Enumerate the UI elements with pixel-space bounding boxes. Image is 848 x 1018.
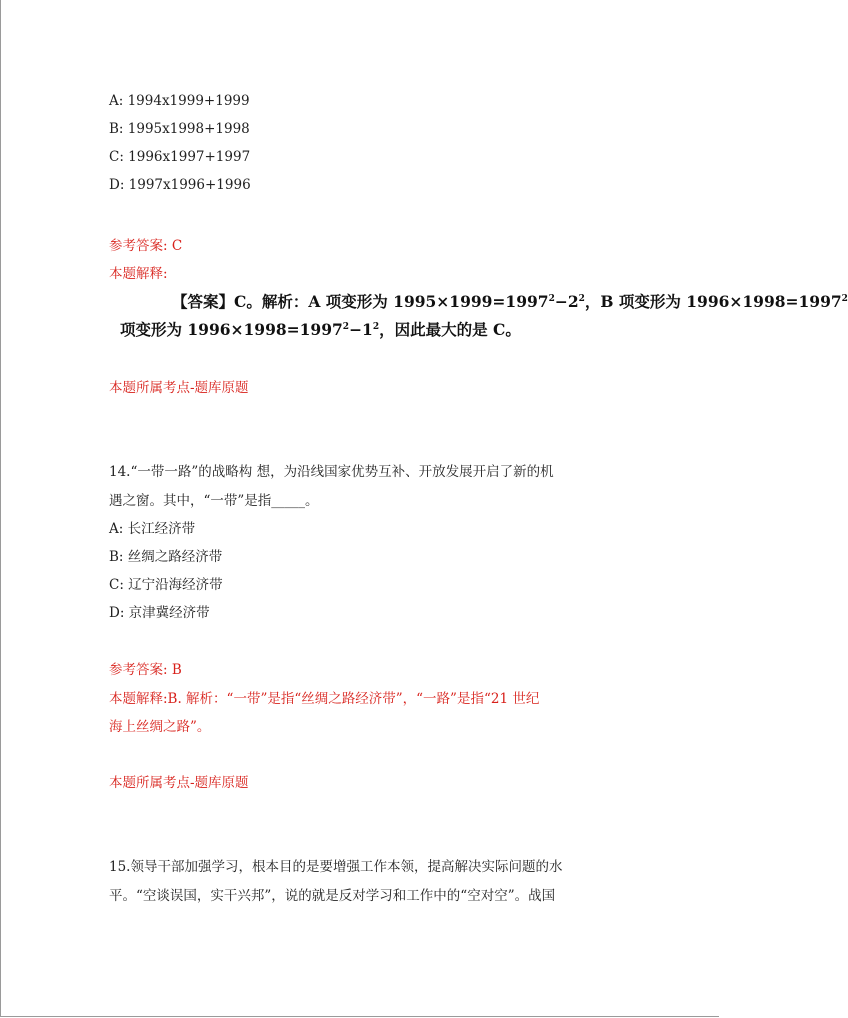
q14-explanation-line2: 海上丝绸之路”。 <box>109 719 211 735</box>
q14-option-c: C: 辽宁沿海经济带 <box>109 577 223 593</box>
q14-stem-line1: 14.“一带一路”的战略构 想，为沿线国家优势互补、开放发展开启了新的机 <box>109 464 554 480</box>
q13-option-c: C: 1996x1997+1997 <box>109 149 251 165</box>
q13-option-a: A: 1994x1999+1999 <box>109 93 250 109</box>
q13-explanation-label: 本题解释: <box>109 266 168 282</box>
q13-category: 本题所属考点-题库原题 <box>109 380 249 396</box>
q14-option-d: D: 京津冀经济带 <box>109 605 210 621</box>
q15-stem-line1: 15.领导干部加强学习，根本目的是要增强工作本领，提高解决实际问题的水 <box>109 859 563 875</box>
q13-option-d: D: 1997x1996+1996 <box>109 177 251 193</box>
q14-stem-line2: 遇之窗。其中，“一带”是指_____。 <box>109 493 319 509</box>
q14-option-b: B: 丝绸之路经济带 <box>109 549 223 565</box>
q13-answer: 参考答案: C <box>109 238 183 254</box>
q13-explanation-image <box>120 288 848 348</box>
q14-option-a: A: 长江经济带 <box>109 521 196 537</box>
q13-option-b: B: 1995x1998+1998 <box>109 121 250 137</box>
q13-explanation-line2: 项变形为 $1996\times 1998=1997^2-1^2$，因此最大的是 C。 <box>120 320 521 339</box>
q14-answer: 参考答案: B <box>109 662 182 678</box>
q14-category: 本题所属考点-题库原题 <box>109 775 249 791</box>
q15-stem-line2: 平。“空谈误国，实干兴邦”，说的就是反对学习和工作中的“空对空”。战国 <box>109 888 556 904</box>
q14-explanation-line1: 本题解释:B. 解析：“一带”是指“丝绸之路经济带”，“一路”是指“21 世纪 <box>109 691 540 707</box>
q13-explanation-line1: 【答案】C。解析：A 项变形为 $1995\times 1999=1997^2-2^2$，B 项变形为 $1996\times 1998=1997^2$ <box>172 292 848 311</box>
